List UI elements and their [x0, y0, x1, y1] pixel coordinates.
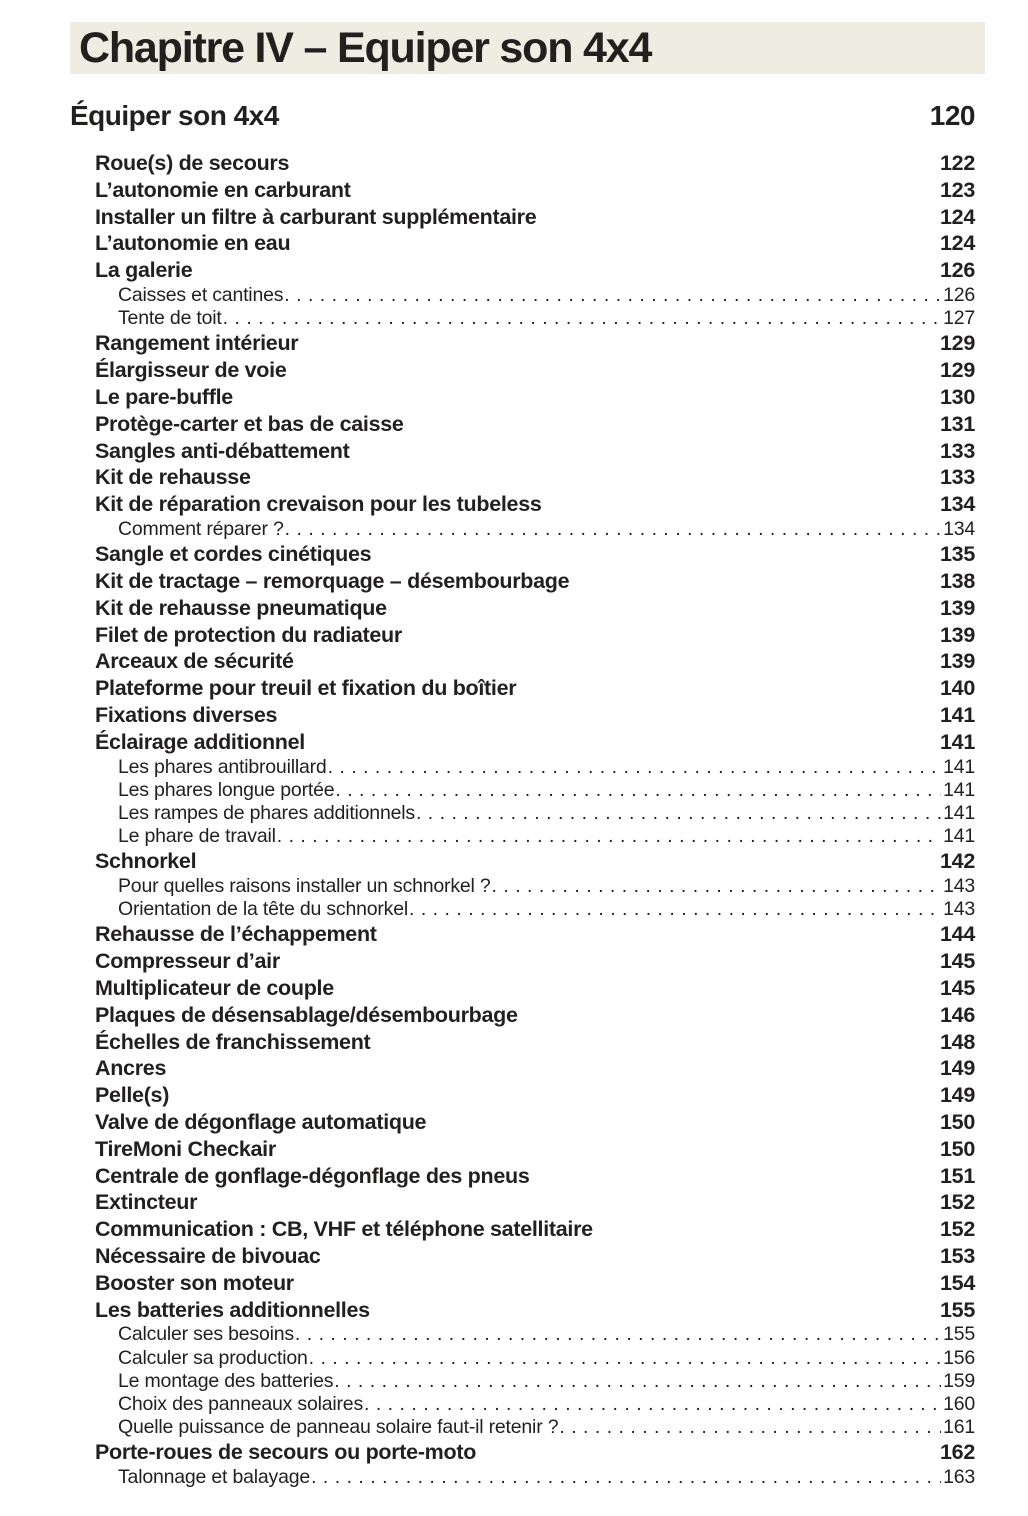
toc-entry-page: 149 [940, 1056, 975, 1081]
toc-entry [70, 230, 975, 257]
toc-entry-label: Éclairage additionnel [95, 729, 305, 754]
toc-entry-label: Rangement intérieur [95, 331, 299, 356]
toc-entry-label: Rehausse de l’échappement [95, 922, 377, 947]
dots-leader [492, 875, 942, 898]
toc-entry [70, 921, 975, 948]
toc-entry [70, 702, 975, 729]
toc-entry-page: 138 [940, 568, 975, 593]
toc-entry [70, 729, 975, 756]
toc-entry [70, 411, 975, 438]
toc-entry-label: Sangles anti-débattement [95, 438, 350, 463]
toc-entry-label: Sangle et cordes cinétiques [95, 542, 372, 567]
toc-entry-page: 145 [940, 949, 975, 974]
toc-entry-page: 141 [943, 825, 975, 848]
toc-entry-label: Roue(s) de secours [95, 151, 290, 175]
dots-leader [285, 518, 941, 541]
toc-entry-label: Ancres [95, 1056, 167, 1081]
dots-leader [223, 307, 941, 330]
dots-leader [335, 779, 941, 802]
toc-entry [70, 1270, 975, 1297]
toc-entry-label: Protège-carter et bas de caisse [95, 411, 404, 436]
toc-entry-page: 133 [940, 465, 975, 490]
toc-section-heading [70, 96, 975, 136]
toc-entry-page: 131 [940, 411, 975, 436]
dots-leader [311, 1466, 941, 1489]
dots-leader [334, 1370, 941, 1393]
toc-entry-page: 134 [943, 517, 975, 540]
toc-entry [70, 384, 975, 411]
toc-entry-label: Extincteur [95, 1190, 198, 1215]
toc-entry-label: Le pare-buffle [95, 384, 233, 409]
toc-entry-page: 143 [943, 875, 975, 898]
toc-entry-page: 141 [940, 729, 975, 754]
toc-entry-label: Talonnage et balayage [118, 1466, 311, 1489]
toc-entry-page: 130 [940, 384, 975, 409]
toc-entry-label: Booster son moteur [95, 1270, 294, 1295]
toc-entry-page: 127 [943, 307, 975, 330]
toc-entry [70, 1002, 975, 1029]
toc-entry [70, 848, 975, 875]
toc-entry-page: 129 [940, 331, 975, 356]
toc-entry [70, 779, 975, 802]
toc-entry [70, 1189, 975, 1216]
toc-entry-page: 124 [940, 204, 975, 229]
toc-entry [70, 330, 975, 357]
toc-entry [70, 1109, 975, 1136]
toc-entry-page: 151 [940, 1163, 975, 1188]
toc-entry-label: Nécessaire de bivouac [95, 1243, 321, 1268]
toc-entry-page: 160 [943, 1392, 975, 1415]
toc-entry-page: 152 [940, 1217, 975, 1242]
toc-entry-page: 148 [940, 1029, 975, 1054]
toc-entry-page: 153 [940, 1243, 975, 1268]
dots-leader [364, 1393, 941, 1416]
toc-entry-label: Fixations diverses [95, 702, 278, 727]
toc-entry-label: Valve de dégonflage automatique [95, 1110, 427, 1134]
dots-leader [409, 898, 941, 921]
dots-leader [295, 1323, 941, 1346]
toc-entry-label: Les rampes de phares additionnels [118, 801, 415, 824]
toc-entry-label: Kit de rehausse [95, 465, 251, 490]
toc-entry [70, 177, 975, 204]
toc-entry [70, 1029, 975, 1056]
toc-entry-page: 150 [940, 1110, 975, 1134]
toc-entry [70, 518, 975, 541]
toc-entry [70, 756, 975, 779]
toc-entry-page: 159 [943, 1369, 975, 1392]
toc-entry-label: Élargisseur de voie [95, 358, 287, 383]
toc-entry-page: 126 [940, 258, 975, 283]
toc-entry-page: 141 [940, 702, 975, 727]
toc-entry-label: L’autonomie en eau [95, 231, 291, 256]
toc-entry-label: Pour quelles raisons installer un schnorkel ? [118, 875, 491, 898]
toc-entry [70, 1055, 975, 1082]
dots-leader [284, 284, 941, 307]
toc-entry [70, 622, 975, 649]
toc-entry [70, 898, 975, 921]
toc-entry [70, 1466, 975, 1489]
toc-entry-page: 139 [940, 595, 975, 620]
toc-entry-page: 139 [940, 649, 975, 674]
toc-entry [70, 464, 975, 491]
toc-entry-page: 134 [940, 492, 975, 517]
dots-leader [328, 756, 942, 779]
toc-entry-page: 150 [940, 1136, 975, 1161]
toc-entry [70, 948, 975, 975]
toc-entry-label: Les batteries additionnelles [95, 1297, 370, 1322]
dots-leader [416, 802, 941, 825]
toc-entry [70, 1243, 975, 1270]
toc-entry-page: 154 [940, 1270, 975, 1295]
toc-entry-page: 155 [943, 1323, 975, 1346]
toc-entry [70, 150, 975, 177]
toc-entry-label: Arceaux de sécurité [95, 649, 294, 674]
toc-entry-label: Filet de protection du radiateur [95, 622, 402, 647]
toc-entry-page: 163 [943, 1466, 975, 1489]
toc-entry-page: 141 [943, 755, 975, 778]
toc-entry-page: 141 [943, 801, 975, 824]
toc-entry [70, 1297, 975, 1324]
toc-entry [70, 975, 975, 1002]
toc-entry [70, 1323, 975, 1346]
toc-entry-page: 139 [940, 622, 975, 647]
toc-entry-label: Porte-roues de secours ou porte-moto [95, 1440, 477, 1465]
toc-entry-page: 155 [940, 1297, 975, 1322]
toc-entry-label: Plaques de désensablage/désembourbage [95, 1002, 518, 1027]
toc-entry-page: 145 [940, 976, 975, 1001]
toc-entry-label: Communication : CB, VHF et téléphone satellitaire [95, 1217, 593, 1242]
toc-entry [70, 568, 975, 595]
toc-entry-label: Kit de tractage – remorquage – désembourbage [95, 568, 570, 593]
toc-entry [70, 1082, 975, 1109]
toc-entry-page: 126 [943, 283, 975, 306]
toc-entry-label: Kit de rehausse pneumatique [95, 595, 387, 620]
toc-entry [70, 284, 975, 307]
toc-entry [70, 595, 975, 622]
toc-entry-label: TireMoni Checkair [95, 1136, 276, 1161]
toc-entry-label: Tente de toit [118, 307, 222, 330]
toc-entry-page: 143 [943, 898, 975, 921]
toc-entry [70, 257, 975, 284]
toc-entry-page: 152 [940, 1190, 975, 1215]
toc-entry [70, 802, 975, 825]
chapter-title-band [70, 22, 985, 74]
dots-leader [277, 825, 941, 848]
toc-entry [70, 825, 975, 848]
toc-entry-label: Quelle puissance de panneau solaire faut-il retenir ? [118, 1416, 559, 1439]
toc-entry-label: Le montage des batteries [118, 1369, 334, 1392]
toc-entry [70, 875, 975, 898]
toc-entry [70, 1416, 975, 1439]
toc-entry-page: 123 [940, 177, 975, 202]
chapter-title: Chapitre IV – Equiper son 4x4 [79, 23, 652, 72]
toc-entry [70, 357, 975, 384]
toc-entry [70, 1216, 975, 1243]
dots-leader [559, 1416, 941, 1439]
toc-entry-label: Kit de réparation crevaison pour les tubeless [95, 492, 542, 517]
toc-entry-label: Centrale de gonflage-dégonflage des pneus [95, 1163, 530, 1188]
toc-entry [70, 1393, 975, 1416]
toc-entry-label: Installer un filtre à carburant supplémentaire [95, 204, 537, 229]
toc-entry-label: Les phares antibrouillard [118, 755, 327, 778]
toc-entry-label: Calculer sa production [118, 1346, 308, 1369]
toc-entry-page: 140 [940, 676, 975, 701]
toc-entry-page: 141 [943, 778, 975, 801]
toc-entry-label: Pelle(s) [95, 1083, 170, 1108]
toc-entry-page: 122 [940, 151, 975, 175]
dots-leader [309, 1347, 941, 1370]
toc-entry-label: Compresseur d’air [95, 949, 280, 974]
toc-entry-label: Les phares longue portée [118, 778, 335, 801]
toc-entry-page: 144 [940, 922, 975, 947]
toc-entry-label: Choix des panneaux solaires [118, 1392, 364, 1415]
toc-entry-label: Le phare de travail [118, 825, 276, 848]
toc-entry [70, 438, 975, 465]
toc-entry-label: Schnorkel [95, 849, 197, 874]
toc-entry-page: 142 [940, 849, 975, 874]
toc-entry [70, 1136, 975, 1163]
table-of-contents [70, 96, 975, 1489]
toc-entry-page: 120 [929, 100, 975, 131]
toc-entry-page: 135 [940, 542, 975, 567]
toc-entry [70, 307, 975, 330]
toc-entry [70, 648, 975, 675]
toc-entry-label: Orientation de la tête du schnorkel [118, 898, 409, 921]
toc-entry [70, 541, 975, 568]
toc-entry-page: 162 [940, 1440, 975, 1465]
toc-entry-label: Plateforme pour treuil et fixation du boîtier [95, 676, 517, 701]
toc-entry-label: Calculer ses besoins [118, 1323, 294, 1346]
toc-entry-label: Multiplicateur de couple [95, 976, 334, 1001]
toc-entry-page: 146 [940, 1002, 975, 1027]
toc-entry [70, 675, 975, 702]
toc-entry-label: L’autonomie en carburant [95, 177, 351, 202]
toc-entry-label: Comment réparer ? [118, 517, 284, 540]
toc-entry-page: 124 [940, 231, 975, 256]
toc-entry [70, 1163, 975, 1190]
toc-entry-label: Échelles de franchissement [95, 1029, 371, 1054]
toc-entry [70, 491, 975, 518]
toc-entry-label: Équiper son 4x4 [70, 100, 279, 131]
toc-entry-page: 149 [940, 1083, 975, 1108]
toc-entry [70, 1370, 975, 1393]
toc-entry [70, 1439, 975, 1466]
toc-entry-label: Caisses et cantines [118, 283, 284, 306]
toc-entry-label: La galerie [95, 258, 193, 283]
toc-entry-page: 133 [940, 438, 975, 463]
toc-entry-page: 129 [940, 358, 975, 383]
toc-entry [70, 1347, 975, 1370]
toc-entry-page: 156 [943, 1346, 975, 1369]
toc-entry-page: 161 [943, 1416, 975, 1439]
toc-entry [70, 204, 975, 231]
